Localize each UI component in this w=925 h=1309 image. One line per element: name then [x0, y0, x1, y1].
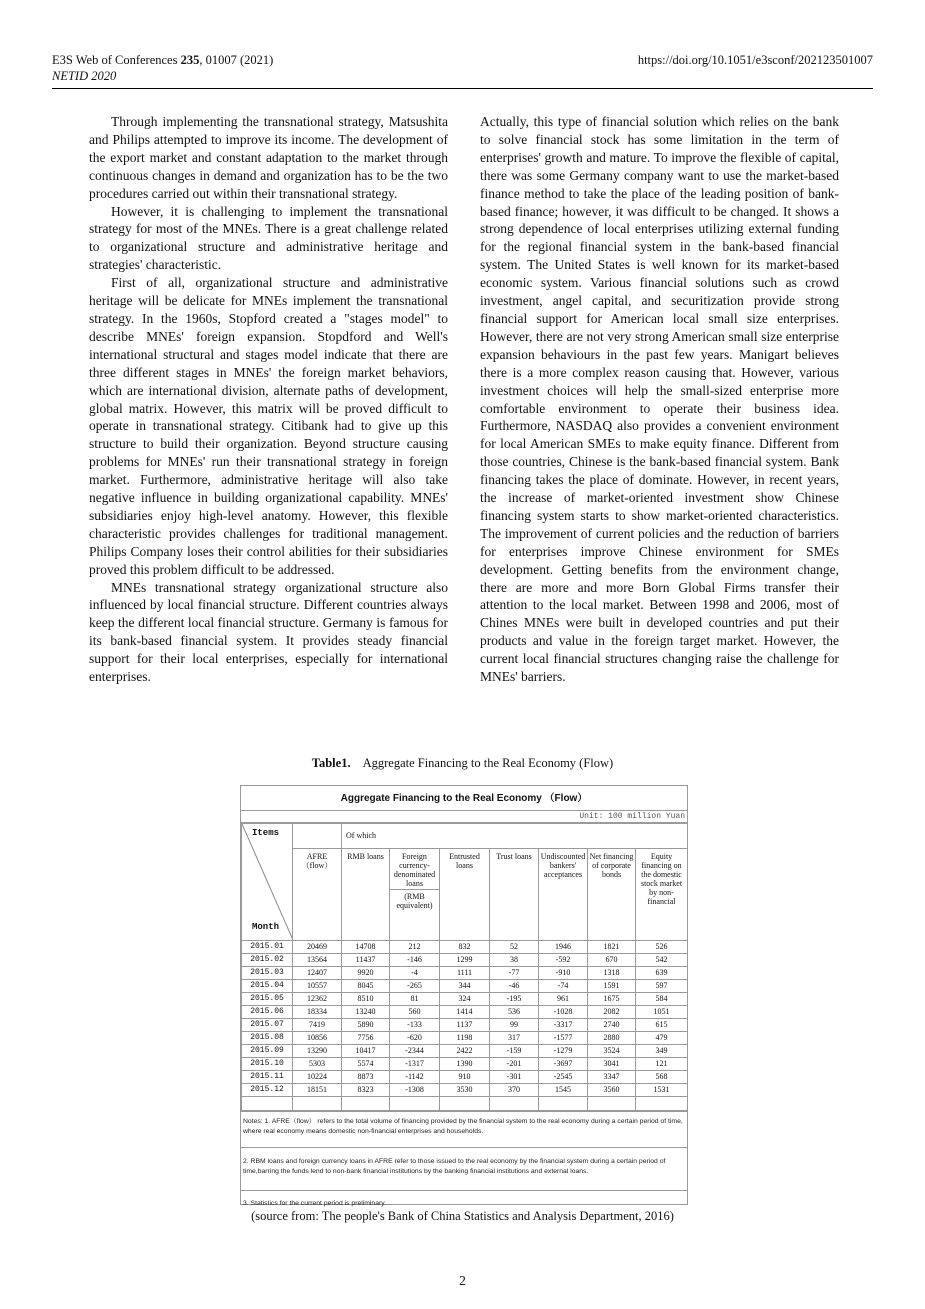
- corner-items-label: Items: [252, 828, 280, 838]
- value-cell: 961: [539, 993, 588, 1006]
- value-cell: 560: [390, 1006, 440, 1019]
- value-cell: 14708: [342, 941, 390, 954]
- table-unit: Unit: 100 million Yuan: [241, 811, 687, 823]
- value-cell: 10856: [293, 1032, 342, 1045]
- value-cell: 13564: [293, 954, 342, 967]
- value-cell: 1545: [539, 1084, 588, 1097]
- value-cell: -133: [390, 1019, 440, 1032]
- value-cell: -620: [390, 1032, 440, 1045]
- column-header: RMB loans: [342, 849, 390, 941]
- right-column: [480, 113, 839, 686]
- column-header: AFRE （flow）: [293, 849, 342, 941]
- value-cell: 1946: [539, 941, 588, 954]
- value-cell: 344: [440, 980, 490, 993]
- table-row: [242, 980, 688, 993]
- column-header: Net financing of corporate bonds: [588, 849, 636, 941]
- value-cell: 370: [490, 1084, 539, 1097]
- table-note: 2. RBM loans and foreign currency loans in AFRE refer to those issued to the real economy by the financial system during a certain period of time,barring the funds lend to non-bank financial institutions by the banking financial institutions and external loans.: [241, 1147, 687, 1190]
- value-cell: -2545: [539, 1071, 588, 1084]
- paragraph: MNEs transnational strategy organizational structure also influenced by local financial structure. Different countries always keep the different local financial structure. Germany is famous for its bank-based financial system. It provides steady financial support for their local enterprises, especially for international enterprises.: [89, 579, 448, 685]
- table-row: [242, 967, 688, 980]
- value-cell: 12362: [293, 993, 342, 1006]
- value-cell: 5890: [342, 1019, 390, 1032]
- table-row: [242, 1045, 688, 1058]
- value-cell: 13240: [342, 1006, 390, 1019]
- value-cell: 1111: [440, 967, 490, 980]
- value-cell: 121: [636, 1058, 688, 1071]
- value-cell: 536: [490, 1006, 539, 1019]
- value-cell: -910: [539, 967, 588, 980]
- value-cell: 1821: [588, 941, 636, 954]
- value-cell: 324: [440, 993, 490, 1006]
- blank-cell: [490, 1097, 539, 1111]
- value-cell: 18151: [293, 1084, 342, 1097]
- value-cell: 597: [636, 980, 688, 993]
- table-note: 3. Statistics for the current period is preliminary.: [241, 1190, 687, 1219]
- value-cell: -1279: [539, 1045, 588, 1058]
- value-cell: -592: [539, 954, 588, 967]
- value-cell: -201: [490, 1058, 539, 1071]
- table-row: [242, 1071, 688, 1084]
- month-cell: 2015.10: [242, 1058, 293, 1071]
- corner-month-label: Month: [252, 922, 280, 932]
- column-header: Undiscounted bankers' acceptances: [539, 849, 588, 941]
- value-cell: -2344: [390, 1045, 440, 1058]
- table-row: [242, 1058, 688, 1071]
- value-cell: 1675: [588, 993, 636, 1006]
- value-cell: 18334: [293, 1006, 342, 1019]
- value-cell: -77: [490, 967, 539, 980]
- value-cell: 2082: [588, 1006, 636, 1019]
- value-cell: 7756: [342, 1032, 390, 1045]
- column-header: Entrusted loans: [440, 849, 490, 941]
- month-cell: 2015.01: [242, 941, 293, 954]
- table-row: [242, 941, 688, 954]
- value-cell: -265: [390, 980, 440, 993]
- value-cell: -1028: [539, 1006, 588, 1019]
- value-cell: 7419: [293, 1019, 342, 1032]
- value-cell: 99: [490, 1019, 539, 1032]
- value-cell: 1137: [440, 1019, 490, 1032]
- value-cell: 10417: [342, 1045, 390, 1058]
- table-caption: [0, 756, 925, 771]
- value-cell: 1318: [588, 967, 636, 980]
- value-cell: 1390: [440, 1058, 490, 1071]
- value-cell: 3530: [440, 1084, 490, 1097]
- blank-cell: [342, 1097, 390, 1111]
- blank-row: [242, 1097, 688, 1111]
- value-cell: 1051: [636, 1006, 688, 1019]
- value-cell: -195: [490, 993, 539, 1006]
- volume-number: 235: [180, 53, 200, 67]
- value-cell: -74: [539, 980, 588, 993]
- paragraph: Actually, this type of financial solution which relies on the bank to solve financial stock has some limitation in the term of enterprises' growth and mature. To improve the flexible of capital, there was some Germany company want to use the market-based finance method to take the place of the leading position of bank-based finance; however, it was difficult to be changed. It shows a strong dependence of local enterprises utilizing external funding for the regional financial system in the bank-based financial system. The United States is well known for its market-based economic system. Various financial solutions such as crowd investment, angel capital, and securitization provide strong financial support for American local small size enterprises. However, there are not very strong American small size enterprise expansion behaviours in the past few years. Manigart believes there is a more complex reason causing that. However, various investment choices will help the small-sized enterprise more comfortable environment to operate their business idea. Furthermore, NASDAQ also provides a convenient environment for local American SMEs to make equity finance. Different from those countries, Chinese is the bank-based financial system. Bank financing takes the place of dominate. However, in recent years, the increase of market-oriented investment show Chinese financing system starts to show market-oriented characteristics. The improvement of current policies and the reduction of barriers for enterprises improve Chinese environment for SMEs development. Getting benefits from the environment change, there are more and more Born Global Firms transfer their attention to the local market. Between 1998 and 2006, most of Chines MNEs were built in developed countries and put their products and value in the foreign target market. However, the current local financial structures changing raise the challenge for MNEs' barriers.: [480, 114, 839, 685]
- value-cell: -1317: [390, 1058, 440, 1071]
- table-title: Aggregate Financing to the Real Economy （Flow）: [241, 786, 687, 811]
- value-cell: 3560: [588, 1084, 636, 1097]
- financing-table: [241, 823, 688, 1111]
- header-rule: [52, 88, 873, 89]
- table-row: [242, 1019, 688, 1032]
- blank-cell: [636, 1097, 688, 1111]
- value-cell: 2740: [588, 1019, 636, 1032]
- month-cell: 2015.02: [242, 954, 293, 967]
- value-cell: 526: [636, 941, 688, 954]
- column-header: Trust loans: [490, 849, 539, 941]
- value-cell: 832: [440, 941, 490, 954]
- table-body: [242, 941, 688, 1111]
- value-cell: 3347: [588, 1071, 636, 1084]
- page-number: 2: [459, 1273, 466, 1288]
- column-subheader: (RMB equivalent): [396, 892, 433, 910]
- blank-cell: [293, 1097, 342, 1111]
- value-cell: -301: [490, 1071, 539, 1084]
- value-cell: 38: [490, 954, 539, 967]
- value-cell: 568: [636, 1071, 688, 1084]
- value-cell: 52: [490, 941, 539, 954]
- table-row: [242, 1032, 688, 1045]
- table-row: [242, 1084, 688, 1097]
- column-header-foreign: [390, 849, 440, 941]
- paragraph: First of all, organizational structure and administrative heritage will be delicate for MNEs implement the transnational strategy. In the 1960s, Stopford created a "stages model" to describe MNEs' foreign expansion. Stopdford and Well's international structural and stages model indicate that there are three different stages in MNEs' the foreign market behaviors, which are international division, alternate paths of development, global matrix. However, this matrix will be proved difficult to operate in transnational strategy. Citibank had to give up this structure to build their organization. Beyond structure causing problems for MNEs' run their transnational strategy in foreign market. Furthermore, administrative heritage will also take negative influence in building organizational capability. MNEs' subsidiaries enjoy high-level anatomy. However, this flexible characteristic provides challenges for traditional management. Philips Company loses their control abilities for their subsidiaries proved this problem difficult to be addressed.: [89, 275, 448, 577]
- value-cell: 1531: [636, 1084, 688, 1097]
- value-cell: 8510: [342, 993, 390, 1006]
- value-cell: 10557: [293, 980, 342, 993]
- value-cell: 1198: [440, 1032, 490, 1045]
- value-cell: -3697: [539, 1058, 588, 1071]
- value-cell: 317: [490, 1032, 539, 1045]
- column-header: Foreign currency-denominated loans: [390, 849, 439, 890]
- value-cell: 2422: [440, 1045, 490, 1058]
- value-cell: -3317: [539, 1019, 588, 1032]
- value-cell: 670: [588, 954, 636, 967]
- month-cell: 2015.03: [242, 967, 293, 980]
- value-cell: 20469: [293, 941, 342, 954]
- doi-link[interactable]: https://doi.org/10.1051/e3sconf/202123501007: [637, 53, 873, 67]
- table-note: Notes: 1. AFRE（flow） refers to the total volume of financing provided by the financial system to the real economy during a certain period of time, where real economy means domestic non-financial enterprises and households.: [241, 1111, 687, 1147]
- value-cell: 910: [440, 1071, 490, 1084]
- corner-cell: [242, 824, 293, 941]
- value-cell: 5574: [342, 1058, 390, 1071]
- value-cell: 1299: [440, 954, 490, 967]
- month-cell: 2015.06: [242, 1006, 293, 1019]
- month-cell: 2015.04: [242, 980, 293, 993]
- month-cell: 2015.12: [242, 1084, 293, 1097]
- month-cell: 2015.11: [242, 1071, 293, 1084]
- blank-cell: [242, 1097, 293, 1111]
- value-cell: 2880: [588, 1032, 636, 1045]
- value-cell: 639: [636, 967, 688, 980]
- conference-name: NETID 2020: [52, 69, 117, 83]
- value-cell: -1142: [390, 1071, 440, 1084]
- journal-citation: E3S Web of Conferences 235, 01007 (2021): [52, 53, 274, 67]
- table-row: [242, 1006, 688, 1019]
- running-header-left: [52, 52, 273, 84]
- blank-cell: [440, 1097, 490, 1111]
- value-cell: -1308: [390, 1084, 440, 1097]
- value-cell: -146: [390, 954, 440, 967]
- value-cell: 1414: [440, 1006, 490, 1019]
- month-cell: 2015.08: [242, 1032, 293, 1045]
- paragraph: However, it is challenging to implement the transnational strategy for most of the MNEs. There is a great challenge related to organizational structure and administrative heritage and strategies' characteristic.: [89, 203, 448, 273]
- table-source: (source from: The people's Bank of China Statistics and Analysis Department, 2016): [251, 1209, 674, 1223]
- value-cell: 584: [636, 993, 688, 1006]
- value-cell: 1591: [588, 980, 636, 993]
- month-cell: 2015.05: [242, 993, 293, 1006]
- value-cell: -4: [390, 967, 440, 980]
- table-row: [242, 993, 688, 1006]
- value-cell: -1577: [539, 1032, 588, 1045]
- left-column: [89, 113, 448, 686]
- value-cell: 9920: [342, 967, 390, 980]
- blank-cell: [588, 1097, 636, 1111]
- value-cell: 5303: [293, 1058, 342, 1071]
- value-cell: 12407: [293, 967, 342, 980]
- financing-table-figure: [240, 785, 688, 1205]
- value-cell: 11437: [342, 954, 390, 967]
- value-cell: 479: [636, 1032, 688, 1045]
- value-cell: 8873: [342, 1071, 390, 1084]
- header-blank: [293, 824, 342, 849]
- value-cell: 615: [636, 1019, 688, 1032]
- table-row: [242, 954, 688, 967]
- value-cell: 349: [636, 1045, 688, 1058]
- column-header: Equity financing on the domestic stock market by non-financial: [636, 849, 688, 941]
- value-cell: 3524: [588, 1045, 636, 1058]
- month-cell: 2015.07: [242, 1019, 293, 1032]
- value-cell: 8045: [342, 980, 390, 993]
- of-which-header: Of which: [342, 824, 688, 849]
- value-cell: 81: [390, 993, 440, 1006]
- value-cell: 542: [636, 954, 688, 967]
- paragraph: Through implementing the transnational strategy, Matsushita and Philips attempted to improve its income. The development of the export market and constant adaptation to the market through continuous changes in demand and organization has to be the two procedures carried out within their transnational strategy.: [89, 114, 448, 201]
- table-caption-text: Aggregate Financing to the Real Economy (Flow): [362, 756, 614, 770]
- value-cell: -46: [490, 980, 539, 993]
- value-cell: 212: [390, 941, 440, 954]
- blank-cell: [539, 1097, 588, 1111]
- value-cell: 13290: [293, 1045, 342, 1058]
- value-cell: -159: [490, 1045, 539, 1058]
- table-label: Table1.: [311, 756, 351, 770]
- blank-cell: [390, 1097, 440, 1111]
- value-cell: 10224: [293, 1071, 342, 1084]
- value-cell: 3041: [588, 1058, 636, 1071]
- table-notes: [241, 1111, 687, 1219]
- value-cell: 8323: [342, 1084, 390, 1097]
- month-cell: 2015.09: [242, 1045, 293, 1058]
